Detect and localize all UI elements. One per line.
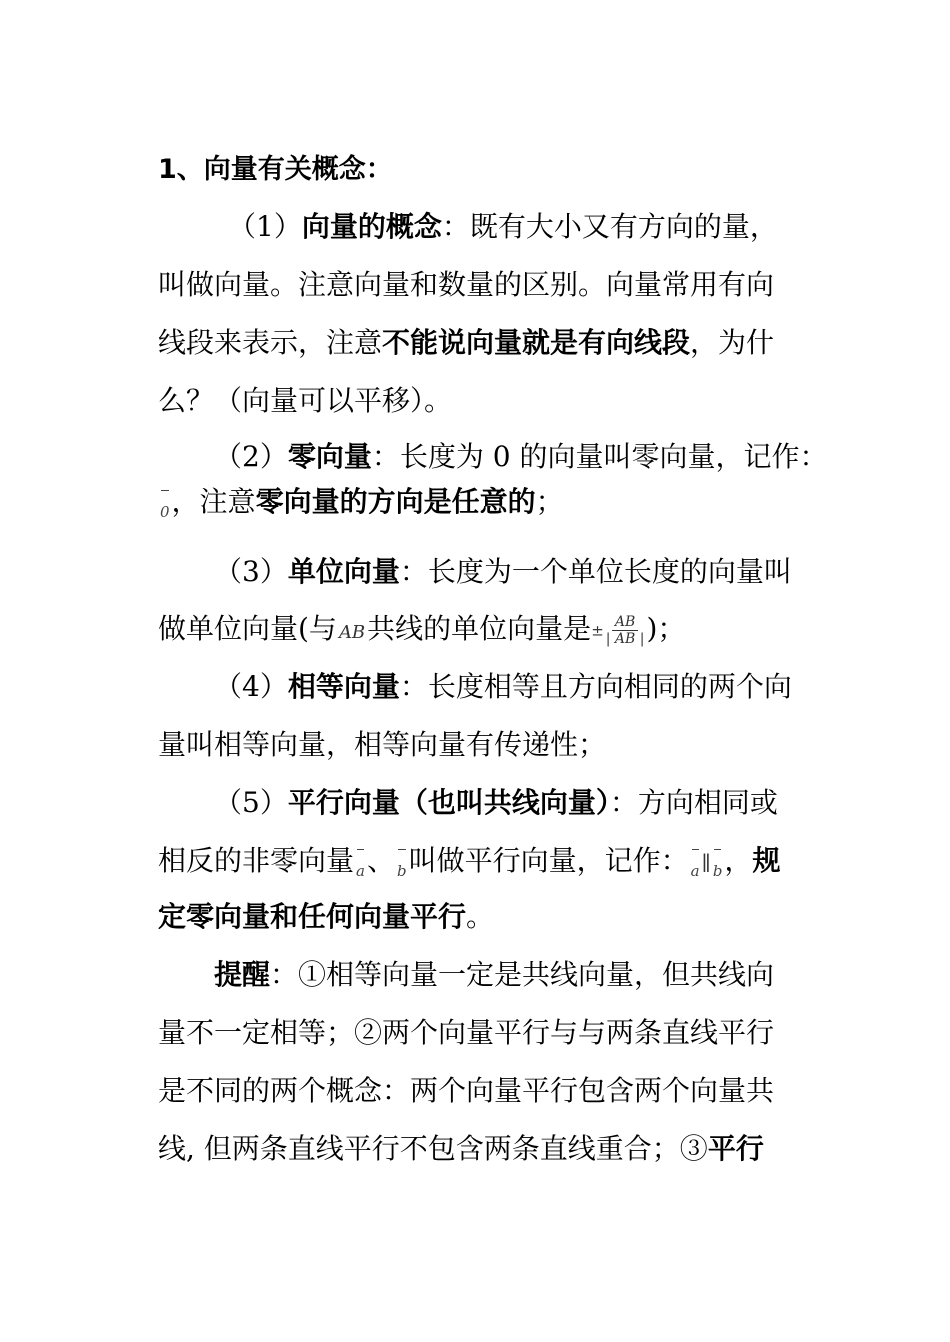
p3-line2-b: 共线的单位向量是: [367, 612, 592, 645]
p1-line2: 叫做向量。注意向量和数量的区别。向量常用有向: [158, 268, 775, 301]
p3-line1-text: ：长度为一个单位长度的向量叫: [399, 555, 792, 588]
p5-line2-b: 叫做平行向量，记作：: [408, 844, 689, 877]
p1-line1-text: ：既有大小又有方向的量，: [441, 210, 778, 243]
zero-vector-symbol: 0: [160, 492, 170, 532]
vector-a-symbol: a: [356, 851, 365, 891]
p1-emphasis: 不能说向量就是有向线段: [382, 326, 691, 359]
p2-term: 零向量: [287, 440, 372, 473]
p3-prefix: （3）: [214, 555, 288, 588]
p5-line2-a: 相反的非零向量: [158, 844, 355, 877]
p5-line2-c: ，: [724, 844, 753, 877]
p4-line1-text: ：长度相等且方向相同的两个向: [399, 670, 792, 703]
tip-line4-a: 线, 但两条直线平行不包含两条直线重合；③: [158, 1132, 708, 1165]
p5-line3: [158, 897, 798, 937]
p5-line1: [214, 783, 798, 823]
vector-b-symbol: b: [397, 851, 407, 891]
tip-line3: 是不同的两个概念：两个向量平行包含两个向量共: [158, 1074, 775, 1107]
p2-line2-b: ；: [535, 485, 564, 518]
ab-vector-label: AB: [338, 622, 366, 643]
p2-line1: [214, 437, 828, 477]
fraction-denominator: | AB |: [605, 631, 645, 647]
p2-prefix: （2）: [214, 440, 288, 473]
section-heading: 1、向量有关概念：: [158, 154, 393, 185]
p5-line1-text: ：方向相同或: [609, 786, 778, 819]
p4-prefix: （4）: [214, 670, 288, 703]
tip-line1: [214, 955, 798, 995]
p1-line4: 么？（向量可以平移）。: [158, 384, 453, 417]
p3-line2-c: )；: [646, 612, 686, 645]
p5-term: 平行向量（也叫共线向量）: [287, 786, 610, 819]
fraction-numerator: AB: [612, 614, 638, 631]
p1-line1: [228, 207, 798, 247]
p3-line2-a: 做单位向量(与: [158, 612, 337, 645]
p3-term: 单位向量: [287, 555, 400, 588]
p4-line2: 量叫相等向量，相等向量有传递性；: [158, 728, 607, 761]
tip-line2: 量不一定相等；②两个向量平行与与两条直线平行: [158, 1016, 775, 1049]
p1-line3: [158, 323, 798, 363]
p3-line1: [214, 552, 798, 592]
tip-line1-text: ：①相等向量一定是共线向量，但共线向: [270, 958, 775, 991]
unit-vector-fraction: [606, 614, 645, 647]
p1-line3-b: ，为什: [690, 326, 775, 359]
vector-b-symbol-2: b: [713, 851, 723, 891]
plus-minus-sign: ±: [591, 621, 604, 640]
p1-line3-a: 线段来表示，注意: [158, 326, 383, 359]
p2-line2-a: ，注意: [171, 485, 256, 518]
tip-term: 提醒: [214, 958, 271, 991]
tip-line4: [158, 1129, 798, 1169]
vector-a-symbol-2: a: [691, 851, 700, 891]
p4-line1: [214, 667, 798, 707]
p5-prefix: （5）: [214, 786, 288, 819]
tip-emphasis: 平行: [707, 1132, 764, 1165]
p5-emphasis-start: 规: [752, 844, 781, 877]
p1-prefix: （1）: [228, 210, 302, 243]
parallel-symbol: ∥: [701, 851, 711, 875]
p2-line1-text: ：长度为 0 的向量叫零向量，记作：: [371, 440, 828, 473]
p2-line2: [158, 482, 798, 522]
p4-term: 相等向量: [287, 670, 400, 703]
p5-line3-end: 。: [466, 900, 495, 933]
separator: 、: [366, 844, 395, 877]
p5-emphasis: 定零向量和任何向量平行: [158, 900, 467, 933]
p2-emphasis: 零向量的方向是任意的: [255, 485, 536, 518]
p1-term: 向量的概念: [301, 210, 442, 243]
p3-line2: [158, 609, 798, 649]
p5-line2: [158, 841, 798, 881]
